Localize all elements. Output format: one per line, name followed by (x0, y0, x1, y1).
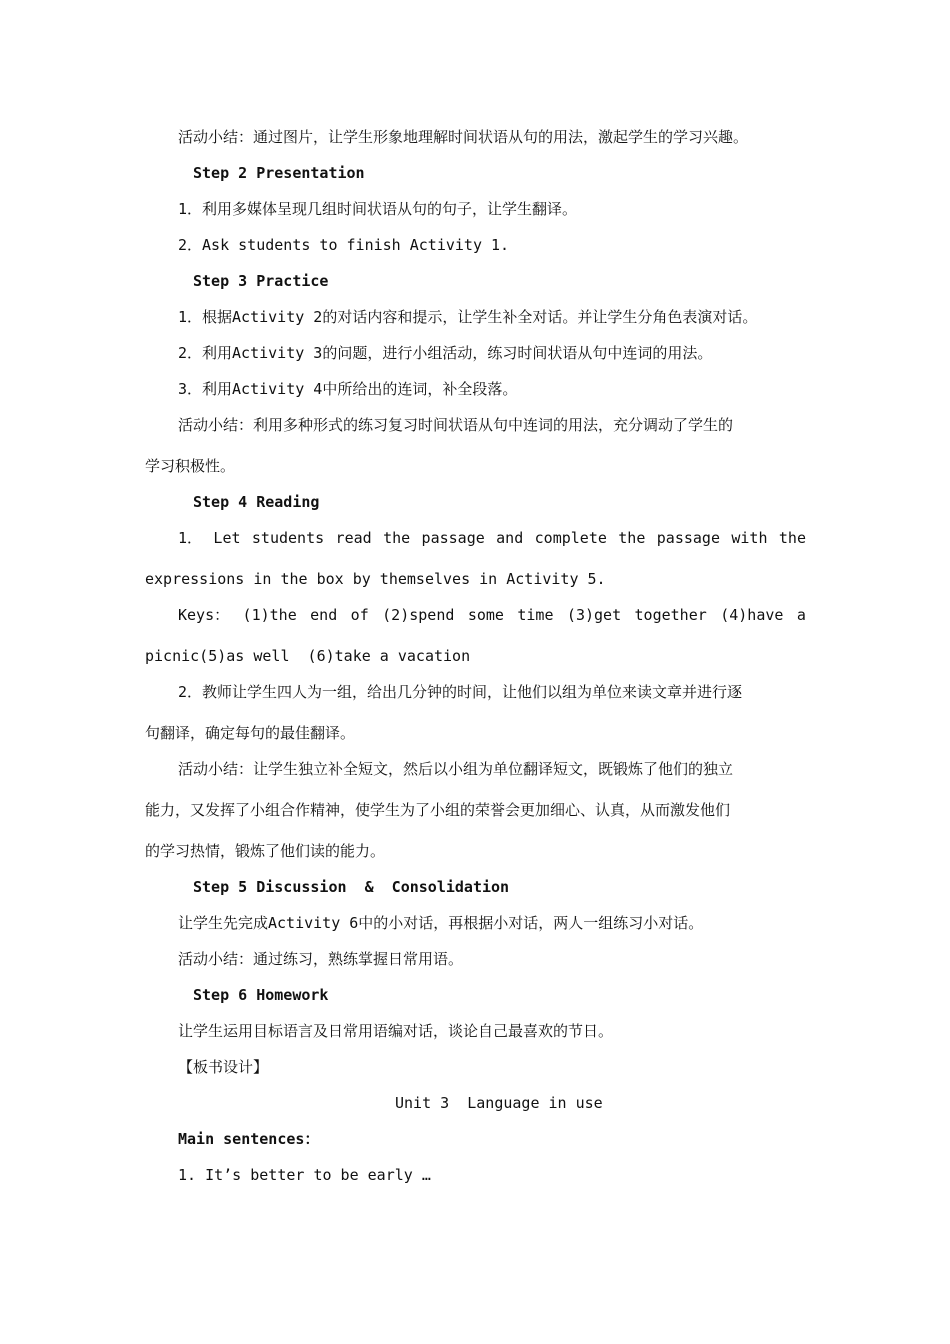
word: (1)the (242, 606, 297, 624)
activity-summary-3-line-3: 的学习热情，锻炼了他们读的能力。 (145, 842, 386, 860)
step-5-heading: Step 5 Discussion & Consolidation (193, 878, 510, 896)
word: time (517, 606, 554, 624)
word: students (251, 529, 325, 547)
main-sentences-label: Main sentences： (178, 1130, 320, 1148)
word: some (467, 606, 504, 624)
step-3-item-1: 1．根据Activity 2的对话内容和提示，让学生补全对话。并让学生分角色表演对话。 (178, 308, 758, 326)
word: with (731, 529, 768, 547)
word: complete (534, 529, 607, 547)
step-6-heading: Step 6 Homework (193, 986, 329, 1004)
step-6-text: 让学生运用目标语言及日常用语编对话，谈论自己最喜欢的节日。 (178, 1022, 614, 1040)
reading-item-2-line-2: 句翻译，确定每句的最佳翻译。 (145, 724, 356, 742)
word: Let (213, 529, 241, 547)
activity-summary-1: 活动小结：通过图片，让学生形象地理解时间状语从句的用法，激起学生的学习兴趣。 (178, 128, 749, 146)
keys-line-2: picnic(5)as well (6)take a vacation (145, 647, 471, 665)
word: passage (421, 529, 485, 547)
step-2-item-2: 2．Ask students to finish Activity 1. (178, 236, 510, 254)
word: the (383, 529, 411, 547)
main-sentence-1: 1. It’s better to be early … (178, 1166, 431, 1184)
board-design-heading: 【板书设计】 (178, 1058, 269, 1076)
word: (2)spend (382, 606, 455, 624)
word: (4)have (720, 606, 784, 624)
word: end (310, 606, 338, 624)
step-2-heading: Step 2 Presentation (193, 164, 365, 182)
activity-summary-2-line-2: 学习积极性。 (145, 457, 236, 475)
word: the (778, 529, 806, 547)
step-3-item-2: 2．利用Activity 3的问题，进行小组活动，练习时间状语从句中连词的用法。 (178, 344, 713, 362)
reading-item-2-line-1: 2．教师让学生四人为一组，给出几分钟的时间，让他们以组为单位来读文章并进行逐 (178, 683, 743, 701)
word: and (496, 529, 524, 547)
word: together (634, 606, 707, 624)
word: 1． (178, 529, 203, 547)
step-3-heading: Step 3 Practice (193, 272, 329, 290)
step-2-item-1: 1．利用多媒体呈现几组时间状语从句的句子，让学生翻译。 (178, 200, 578, 218)
step-5-text: 让学生先完成Activity 6中的小对话，再根据小对话，两人一组练习小对话。 (178, 914, 704, 932)
reading-item-1-line-2: expressions in the box by themselves in Activity 5. (145, 570, 606, 588)
step-3-item-3: 3．利用Activity 4中所给出的连词，补全段落。 (178, 380, 518, 398)
unit-title: Unit 3 Language in use (395, 1094, 603, 1112)
word: of (350, 606, 369, 624)
word: the (618, 529, 646, 547)
keys-line-1 (178, 605, 806, 625)
word: Keys： (178, 606, 230, 624)
word: (3)get (566, 606, 622, 624)
reading-item-1-line-1 (178, 528, 806, 548)
activity-summary-2-line-1: 活动小结：利用多种形式的练习复习时间状语从句中连词的用法，充分调动了学生的 (178, 416, 734, 434)
word: a (796, 606, 806, 624)
step-4-heading: Step 4 Reading (193, 493, 320, 511)
word: passage (656, 529, 720, 547)
activity-summary-3-line-2: 能力，又发挥了小组合作精神，使学生为了小组的荣誉会更加细心、认真，从而激发他们 (145, 801, 731, 819)
activity-summary-3-line-1: 活动小结：让学生独立补全短文，然后以小组为单位翻译短文，既锻炼了他们的独立 (178, 760, 734, 778)
activity-summary-4: 活动小结：通过练习，熟练掌握日常用语。 (178, 950, 464, 968)
word: read (335, 529, 372, 547)
